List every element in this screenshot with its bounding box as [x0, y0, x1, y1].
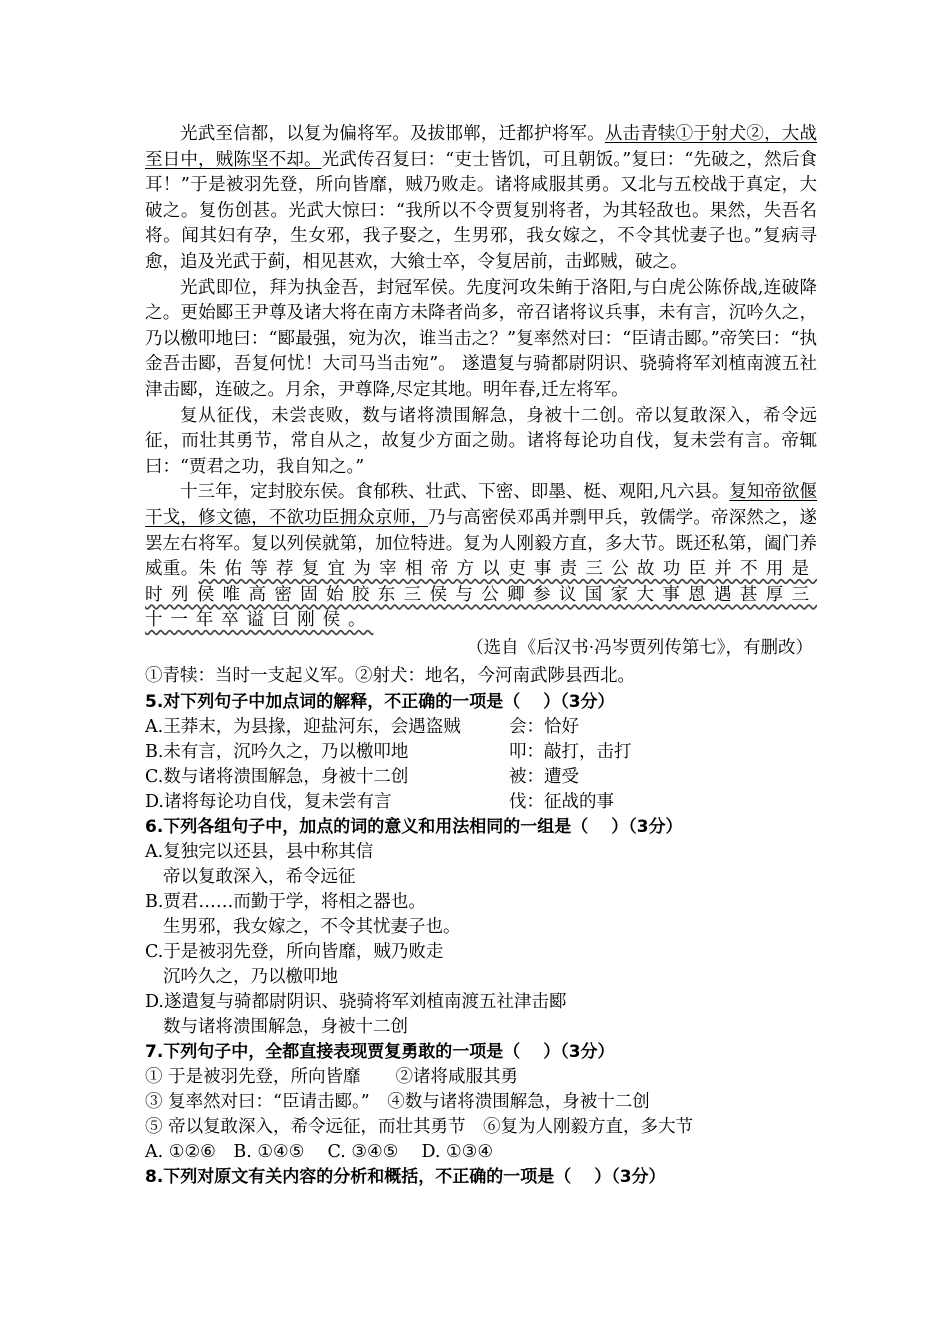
passage-paragraph-2: 光武即位，拜为执金吾，封冠军侯。先度河攻朱鲔于洛阳,与白虎公陈侨战,连破降之。更始郾王尹尊及诸大将在南方未降者尚多，帝召诸将议兵事，未有言，沉吟久之，乃以檄叩地曰：“郾最强，宛为次，谁当击之？”复率然对曰：“臣请击郾。”帝笑曰：“执金吾击郾，吾复何忧！大司马当击宛”。 遂遣复与骑都尉阴识、骁骑将军刘植南渡五社津击郾，连破之。月余，尹尊降,尽定其地。明年春,迁左将军。 — [145, 277, 817, 400]
q5-option-c-gloss: 被：遭受 — [509, 766, 579, 787]
q6-option-d-line-2: 数与诸将溃围解急，身被十二创 — [163, 1016, 408, 1037]
p4-text-mid: 乃与高密侯邓禹并剽甲兵，敦儒学。帝深然之，遂罢左右将军。复以列侯就第，加位特进。复为人刚毅方直，多大节。既还私第，阖门养威重。 — [145, 507, 818, 580]
q6-option-a-line-1: A.复独完以还县，县中称其信 — [145, 841, 374, 862]
q5-option-a — [145, 715, 817, 740]
q5-option-a-sentence: A.王莽末，为县掾，迎盐河东，会遇盗贼 — [145, 716, 461, 737]
q7-items-line-2: ③ 复率然对曰：“臣请击郾。” ④数与诸将溃围解急，身被十二创 — [145, 1091, 650, 1112]
source-citation: （选自《后汉书·冯岑贾列传第七》，有删改） — [466, 637, 813, 658]
q5-option-b — [145, 740, 817, 765]
q6-option-c-line-1: C.于是被羽先登，所向皆靡，贼乃败走 — [145, 941, 444, 962]
question-5-header: 5.对下列句子中加点词的解释，不正确的一项是（ ）（3分） — [145, 691, 615, 712]
page-content — [145, 122, 817, 1190]
q6-option-b-line-2: 生男邪，我女嫁之，不令其忧妻子也。 — [163, 916, 461, 937]
p1-underlined-sentence: 从击青犊①于射犬②，大战至日中，贼陈坚不却。 — [145, 124, 818, 170]
footnote: ①青犊：当时一支起义军。②射犬：地名，今河南武陟县西北。 — [145, 665, 635, 686]
q7-items-line-3: ⑤ 帝以复敢深入，希令远征，而壮其勇节 ⑥复为人刚毅方直，多大节 — [145, 1116, 694, 1137]
q6-option-c-line-2: 沉吟久之，乃以檄叩地 — [163, 966, 338, 987]
q6-option-b-line-1: B.贾君……而勤于学，将相之器也。 — [145, 891, 426, 912]
q5-option-d-gloss: 伐：征战的事 — [509, 791, 614, 812]
q6-option-d-line-1: D.遂遣复与骑都尉阴识、骁骑将军刘植南渡五社津击郾 — [145, 991, 567, 1012]
passage-paragraph-3: 复从征伐，未尝丧败，数与诸将溃围解急，身被十二创。帝以复敢深入，希令远征，而壮其勇节，常自从之，故复少方面之勋。诸将每论功自伐，复未尝有言。帝辄曰：“贾君之功，我自知之。” — [145, 405, 817, 477]
p4-underlined-sentence: 复知帝欲偃干戈，修文德，不欲功臣拥众京师， — [145, 482, 818, 528]
q5-option-b-sentence: B.未有言，沉吟久之，乃以檄叩地 — [145, 741, 409, 762]
passage-paragraph-1 — [145, 122, 817, 276]
p4-wavy-unpunctuated-passage: 朱佑等荐复宜为宰相帝方以吏事责三公故功臣并不用是时列侯唯高密固始胶东三侯与公卿参议国家大事恩遇甚厚三十一年卒谥曰刚侯。 — [145, 559, 818, 631]
q5-option-b-gloss: 叩：敲打，击打 — [509, 741, 632, 762]
passage-paragraph-4 — [145, 480, 817, 634]
question-6-header: 6.下列各组句子中，加点的词的意义和用法相同的一组是（ ）（3分） — [145, 816, 683, 837]
q7-items-line-1: ① 于是被羽先登，所向皆靡 ②诸将咸服其勇 — [145, 1066, 519, 1087]
q5-option-c — [145, 765, 817, 790]
question-8-header: 8.下列对原文有关内容的分析和概括，不正确的一项是（ ）（3分） — [145, 1166, 666, 1187]
q5-option-c-sentence: C.数与诸将溃围解急，身被十二创 — [145, 766, 409, 787]
q5-option-d-sentence: D.诸将每论功自伐，复未尝有言 — [145, 791, 392, 812]
q6-option-a-line-2: 帝以复敢深入，希令远征 — [163, 866, 356, 887]
p4-text-pre: 十三年，定封胶东侯。食郁秩、壮武、下密、即墨、梃、观阳,凡六县。 — [180, 482, 730, 503]
question-7-header: 7.下列句子中，全都直接表现贾复勇敢的一项是（ ）（3分） — [145, 1041, 615, 1062]
q5-option-a-gloss: 会：恰好 — [509, 716, 579, 737]
p1-text-pre: 光武至信都，以复为偏将军。及拔邯郸，迁都护将军。 — [180, 124, 605, 144]
q7-answer-choices: A. ①②⑥ B. ①④⑤ C. ③④⑤ D. ①③④ — [145, 1141, 494, 1162]
p1-text-post: 光武传召复曰：“吏士皆饥，可且朝饭。”复曰：“先破之，然后食耳！”于是被羽先登，所向皆靡，贼乃败走。诸将咸服其勇。又北与五校战于真定，大破之。复伤创甚。光武大惊曰：“我所以不令贾复别将者，为其轻敌也。果然，失吾名将。闻其妇有孕，生女邪，我子娶之，生男邪，我女嫁之，不令其忧妻子也。”复病寻愈，追及光武于蓟，相见甚欢，大飨士卒，令复居前，击邺贼，破之。 — [145, 149, 818, 272]
q5-option-d — [145, 790, 817, 815]
